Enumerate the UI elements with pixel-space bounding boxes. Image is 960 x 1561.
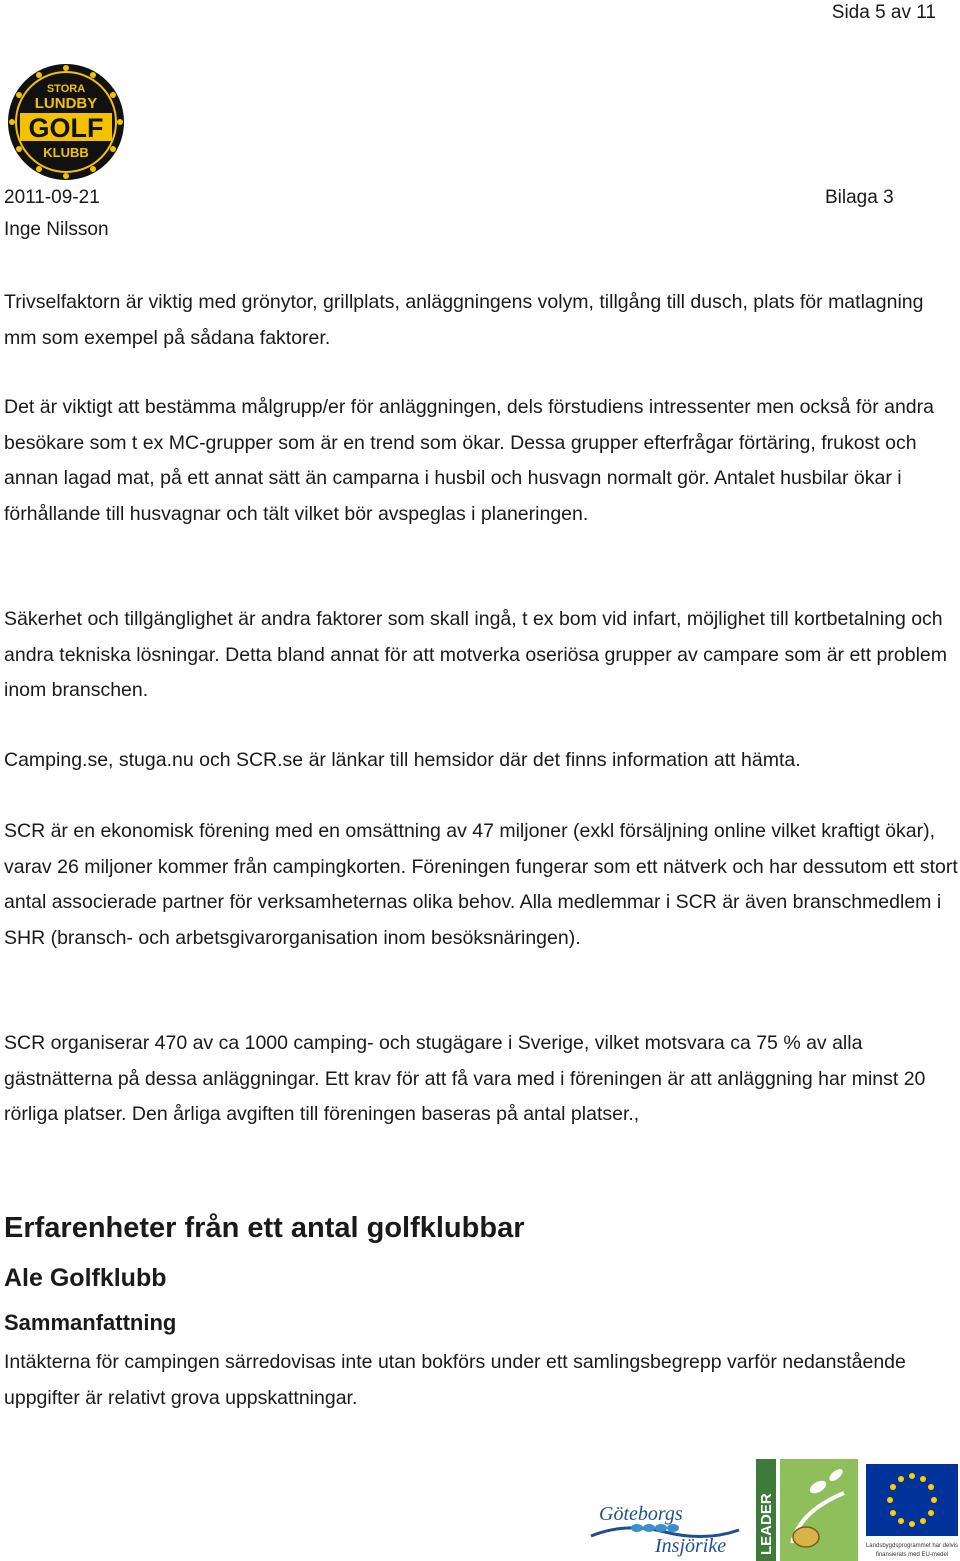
- paragraph: SCR organiserar 470 av ca 1000 camping- och stugägare i Sverige, vilket motsvara ca 75 % av alla gästnätterna på dessa anläggningar. Ett krav för att få vara med i föreningen är att anläggning har minst 20 rörliga platser. Den årliga avgiften till föreningen baseras på antal platser.,: [4, 1032, 926, 1125]
- page-number: Sida 5 av 11: [831, 2, 936, 23]
- attachment-label: Bilaga 3: [825, 187, 894, 208]
- document-date: 2011-09-21: [4, 187, 100, 208]
- paragraph: Trivselfaktorn är viktig med grönytor, grillplats, anläggningens volym, tillgång till dusch, plats för matlagning mm som exempel på sådana faktorer.: [4, 291, 924, 349]
- summary-paragraph: Intäkterna för campingen särredovisas inte utan bokförs under ett samlingsbegrepp varför nedanstående uppgifter är relativt grova uppskattningar.: [4, 1351, 906, 1409]
- section-heading: Erfarenheter från ett antal golfklubbar: [4, 1212, 525, 1244]
- paragraph: Camping.se, stuga.nu och SCR.se är länkar till hemsidor där det finns information att hämta.: [4, 749, 801, 771]
- document-author: Inge Nilsson: [4, 219, 109, 240]
- club-logo-line3: GOLF: [28, 113, 104, 143]
- leader-logo: [756, 1459, 858, 1561]
- eu-flag-logo: [864, 1462, 960, 1561]
- club-logo-line2: LUNDBY: [34, 95, 98, 112]
- club-logo-line1: STORA: [46, 83, 86, 95]
- goteborgs-logo-line1: Göteborgs: [599, 1503, 683, 1525]
- club-heading: Ale Golfklubb: [4, 1264, 167, 1292]
- club-logo-line4: KLUBB: [43, 145, 89, 160]
- paragraph: Det är viktigt att bestämma målgrupp/er för anläggningen, dels förstudiens intressenter men också för andra besökare som t ex MC-grupper som är en trend som ökar. Dessa grupper efterfrågar förtäring, frukost och annan lagad mat, på ett annat sätt än camparna i husbil och husvagn normalt gör. Antalet husbilar ökar i förhållande till husvagnar och tält vilket bör avspeglas i planeringen.: [4, 396, 934, 525]
- paragraph: SCR är en ekonomisk förening med en omsättning av 47 miljoner (exkl försäljning online vilket kraftigt ökar), varav 26 miljoner kommer från campingkorten. Föreningen fungerar som ett nätverk och har dessutom ett stort antal associerade partner för verksamheternas olika behov. Alla medlemmar i SCR är även branschmedlem i SHR (bransch- och arbetsgivarorganisation inom besöksnäringen).: [4, 820, 958, 949]
- eu-caption-line2: finansierats med EU-medel: [875, 1552, 949, 1558]
- goteborgs-insjorike-logo: [585, 1492, 745, 1561]
- leader-logo-text: LEADER: [758, 1493, 775, 1555]
- goteborgs-logo-line2: Insjörike: [655, 1535, 727, 1557]
- paragraph: Säkerhet och tillgänglighet är andra faktorer som skall ingå, t ex bom vid infart, möjlighet till kortbetalning och andra tekniska lösningar. Detta bland annat för att motverka oseriösa grupper av campare som är ett problem inom branschen.: [4, 608, 947, 701]
- club-logo: [6, 62, 126, 182]
- summary-heading: Sammanfattning: [4, 1310, 177, 1335]
- eu-caption-line1: Landsbygdsprogrammet har delvis: [865, 1543, 959, 1549]
